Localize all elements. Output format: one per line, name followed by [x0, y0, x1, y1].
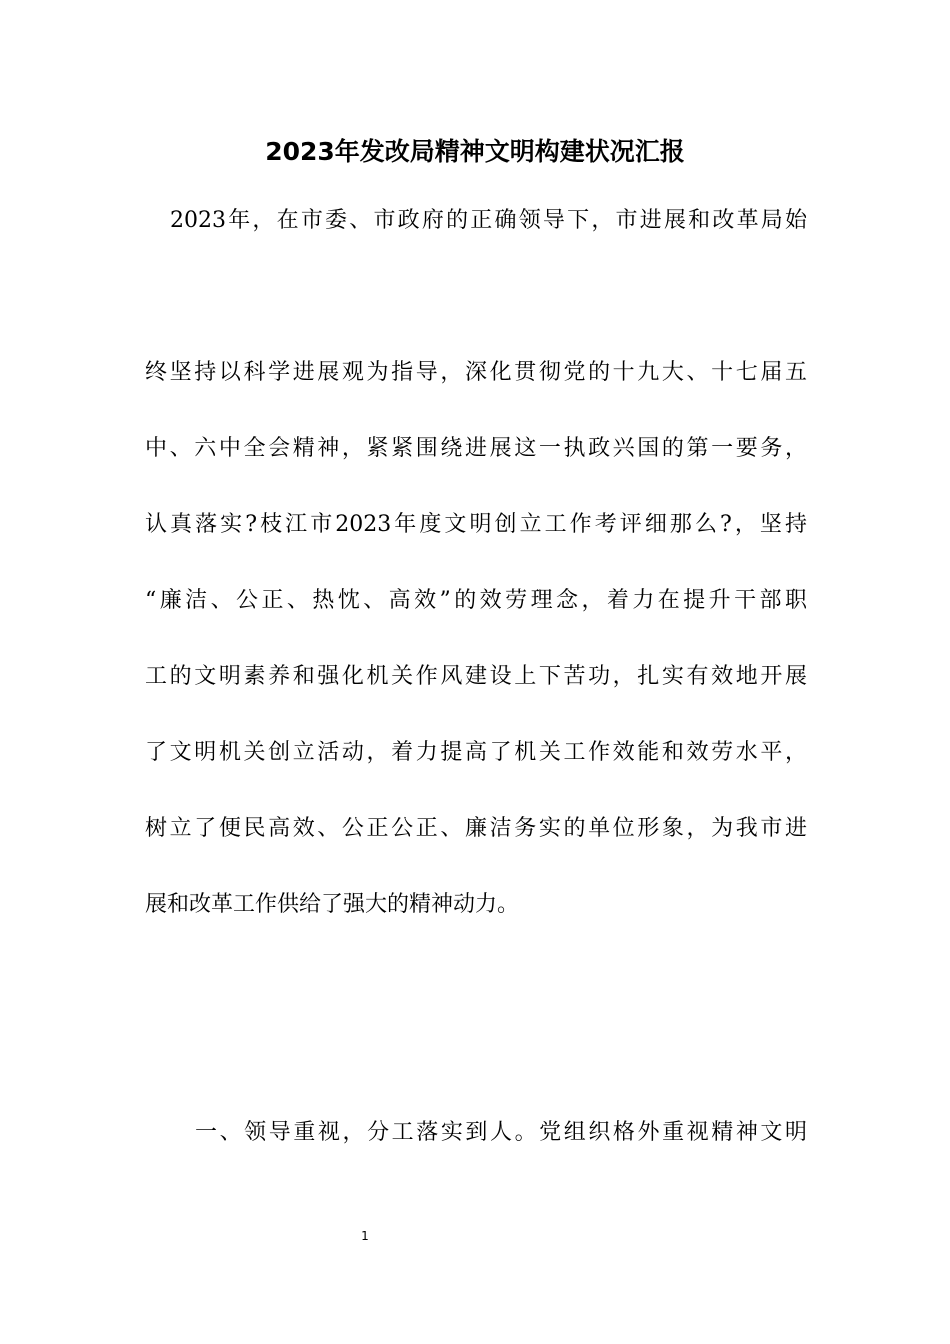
paragraph-line-8: 树立了便民高效、公正公正、廉洁务实的单位形象，为我市进 [145, 816, 807, 841]
paragraph-line-3: 中、六中全会精神，紧紧围绕进展这一执政兴国的第一要务， [145, 436, 807, 461]
paragraph-line-9: 展和改革工作供给了强大的精神动力。 [145, 892, 520, 917]
paragraph-line-7: 了文明机关创立活动，着力提高了机关工作效能和效劳水平， [145, 740, 807, 765]
paragraph-line-5: “廉洁、公正、热忱、高效”的效劳理念，着力在提升干部职 [145, 588, 807, 613]
paragraph-line-1: 2023年，在市委、市政府的正确领导下，市进展和改革局始 [170, 208, 807, 233]
document-title: 2023年发改局精神文明构建状况汇报 [265, 137, 685, 166]
page-number: 1 [361, 1229, 369, 1243]
section-heading-line: 一、领导重视，分工落实到人。党组织格外重视精神文明 [195, 1120, 807, 1145]
paragraph-line-6: 工的文明素养和强化机关作风建设上下苦功，扎实有效地开展 [145, 664, 807, 689]
paragraph-line-2: 终坚持以科学进展观为指导，深化贯彻党的十九大、十七届五 [145, 360, 807, 385]
paragraph-line-4: 认真落实?枝江市2023年度文明创立工作考评细那么?，坚持 [145, 512, 807, 537]
